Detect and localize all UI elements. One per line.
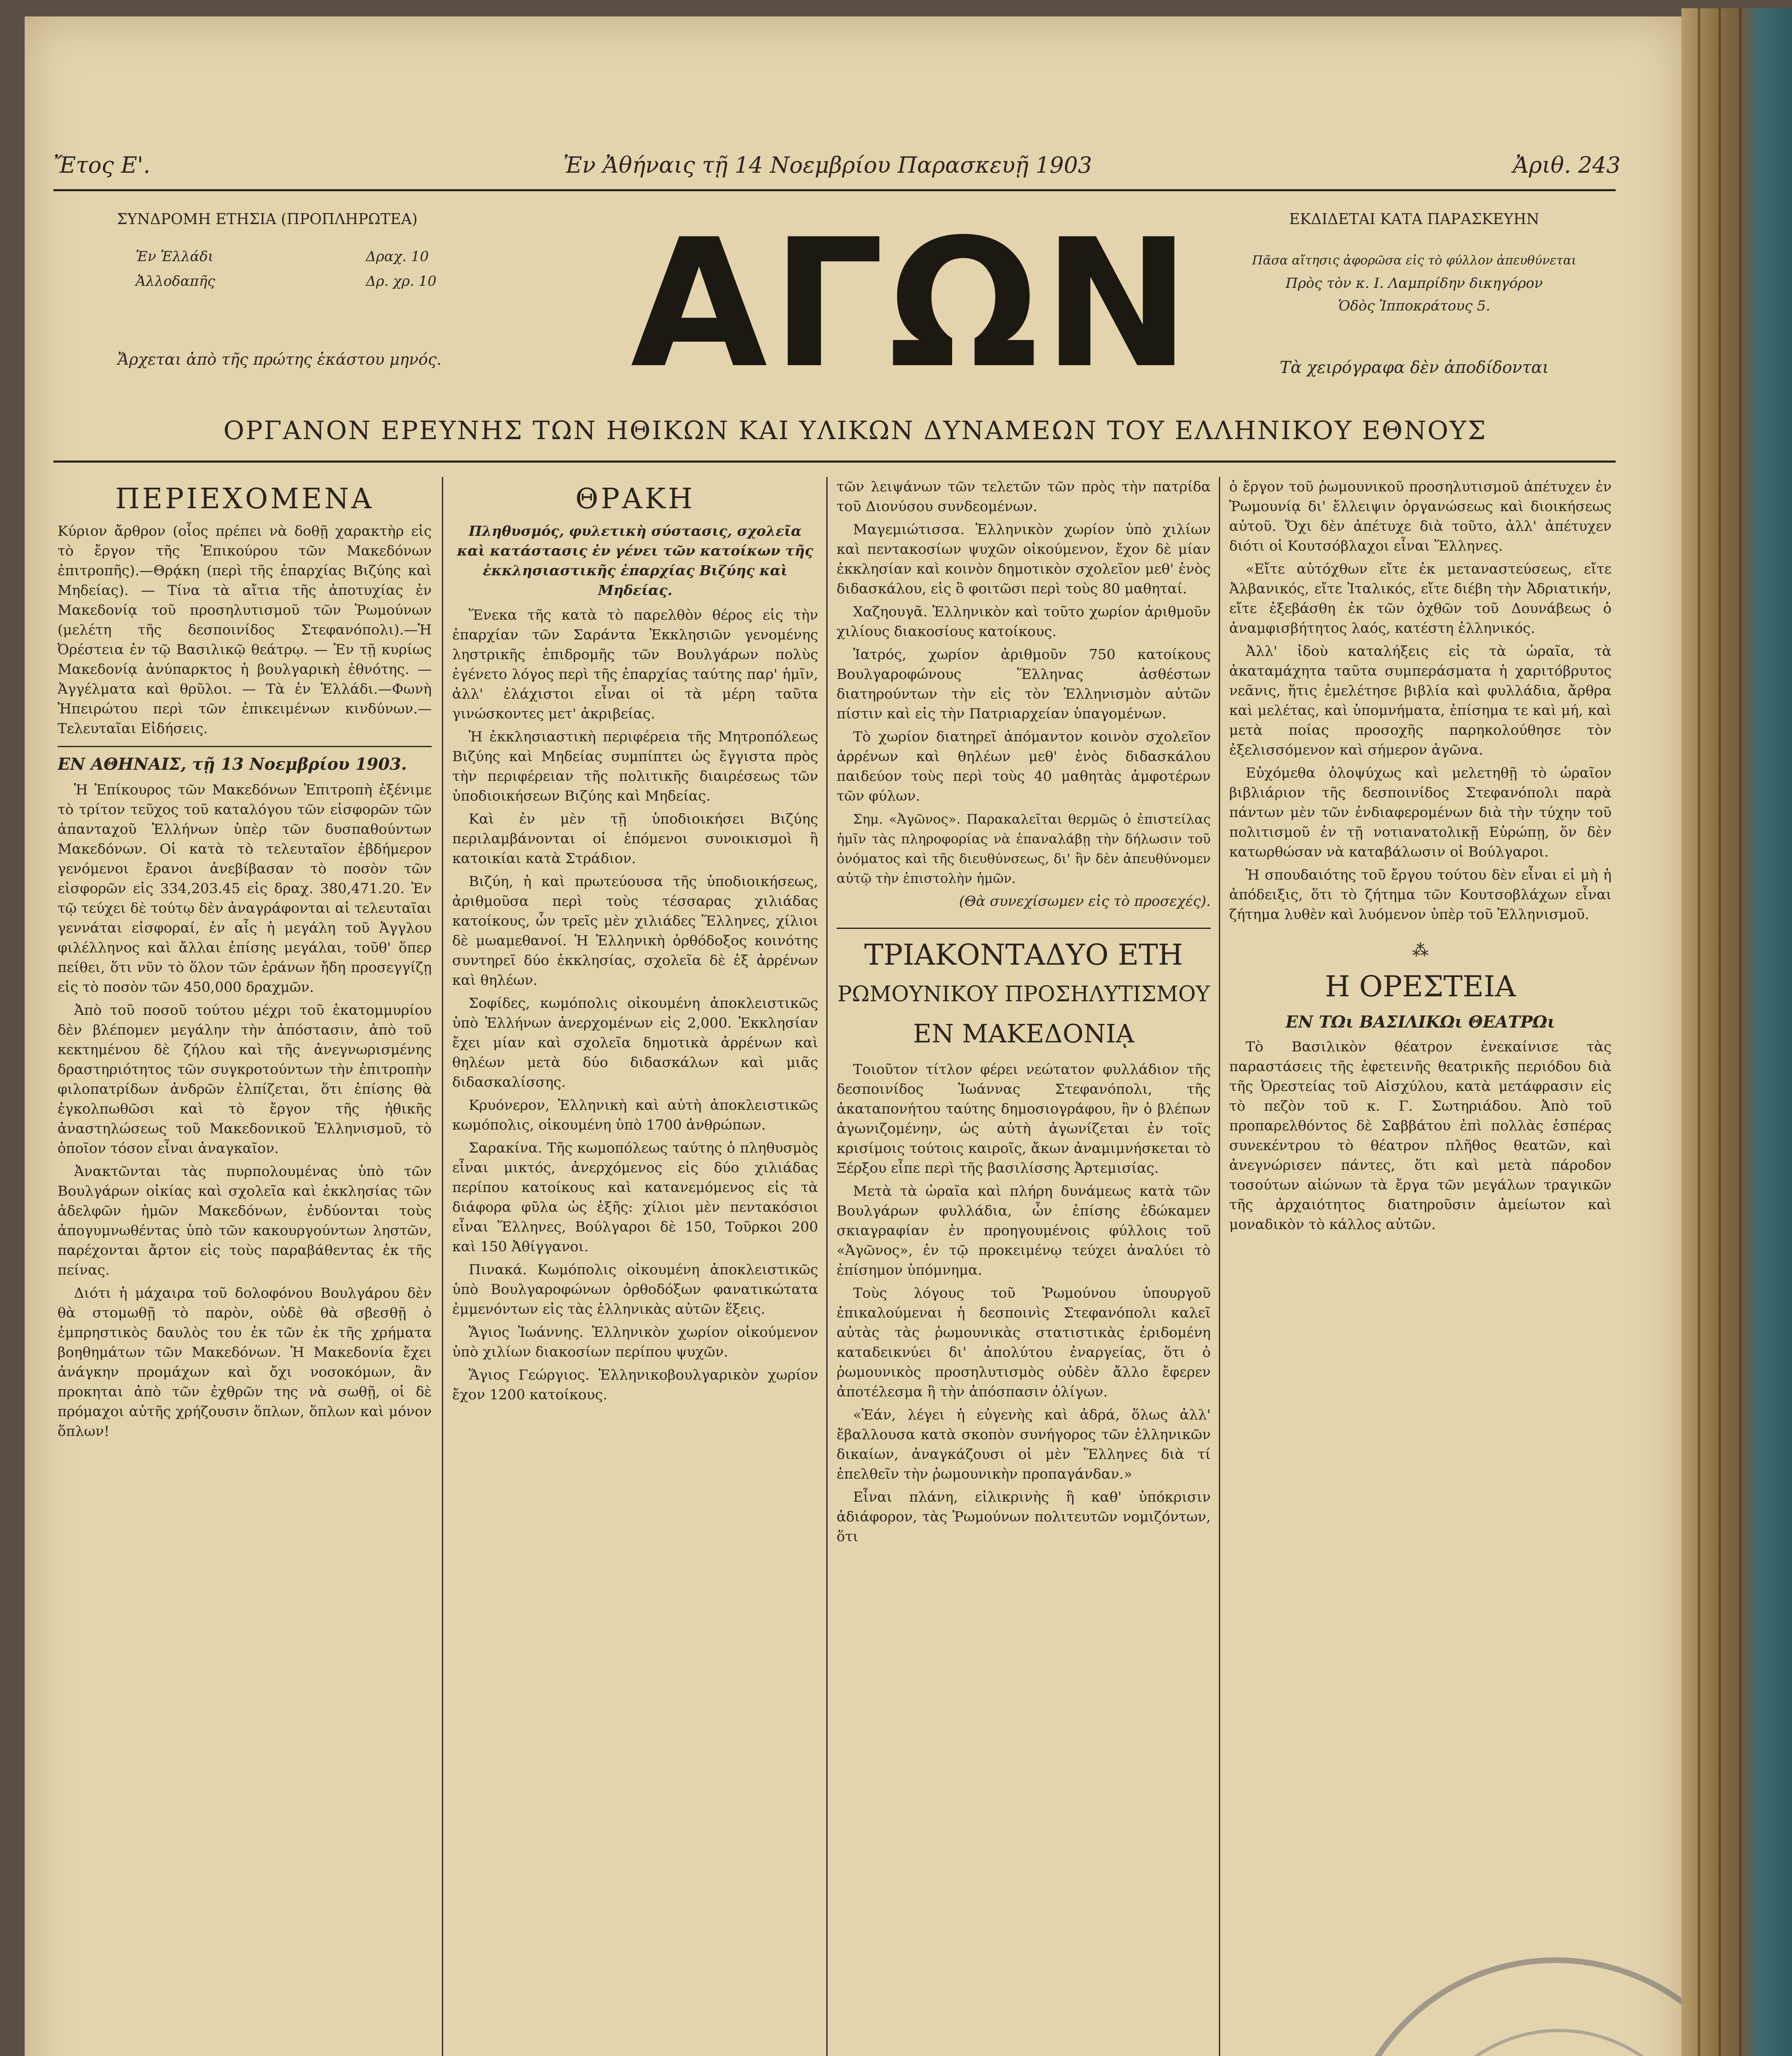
thrace-title: ΘΡΑΚΗ	[575, 483, 695, 515]
article-paragraph: Σαρακίνα. Τῆς κωμοπόλεως ταύτης ὁ πληθυσμὸς εἶναι μικτός, ἀνερχόμενος εἰς δύο χιλιάδας περίπου κατοίκους καὶ κατανεμόμενος εἰς τὰ διάφορα φῦλα ὡς ἑξῆς: χίλιοι μὲν πεντακόσιοι εἶναι Ἕλληνες, Βούλγαροι δὲ 150, Τοῦρκοι 200 καὶ 150 Ἀθίγγανοι.	[452, 1140, 818, 1255]
article-paragraph: Ἡ Ἐπίκουρος τῶν Μακεδόνων Ἐπιτροπὴ ἐξένιμε τὸ τρίτον τεῦχος τοῦ καταλόγου τῶν εἰσφορῶν τῶν ἁπανταχοῦ Ἑλλήνων ὑπὲρ τῶν δυσπαθούντων Μακεδόνων. Οἱ κατὰ τὸ τελευταῖον ἐβδήμερον γενόμενοι ἔρανοι ἀνεβίβασαν τὸ ποσὸν τῶν εἰσφορῶν εἰς 334,203.45 εἰς δραχ. 380,471.20. Ἐν τῷ τεύχει δὲ τούτῳ δὲν ἀναγράφονται αἱ τελευταῖαι γεννάται εἰσφοραί, ἐν αἷς ἡ μεγάλη τοῦ Ἀγγλου φιλέλληνος καὶ ἄλλαι ἐπίσης μεγάλαι, τοῦθ' ὅπερ πείθει, ὅτι νῦν τὸ ὅλον τῶν ἐράνων ἤδη προσεγγίζῃ εἰς τὸ ποσὸν τῶν 450,000 δραχμῶν.	[58, 782, 432, 996]
article-paragraph: Χαζηουγᾶ. Ἑλληνικὸν καὶ τοῦτο χωρίον ἀριθμοῦν χιλίους διακοσίους κατοίκους.	[837, 604, 1211, 640]
article-paragraph: Ἀλλ' ἰδοὺ καταλήξεις εἰς τὰ ὡραῖα, τὰ ἀκαταμάχητα ταῦτα συμπεράσματα ἡ χαριτόβρυτος νεᾶνις, ἥτις ἐμελέτησε βιβλία καὶ φυλλάδια, ἄρθρα καὶ μελέτας, καὶ ὑπομνήματα, ἐπίσημα τε καὶ μή, καὶ μετὰ ποίας προσοχῆς παρηκολούθησε τὸν ἐξελισσόμενον καὶ σήμερον ἀγῶνα.	[1229, 643, 1612, 758]
article-paragraph: Ἕνεκα τῆς κατὰ τὸ παρελθὸν θέρος εἰς τὴν ἐπαρχίαν τῶν Σαράντα Ἐκκλησιῶν γενομένης ληστρικῆς ἐπιδρομῆς τῶν Βουλγάρων πολὺς ἐγένετο λόγος περὶ τῆς ἐπαρχίας ταύτης παρ' ἡμῖν, ἀλλ' ἐλάχιστοι εἶναι οἱ τὰ μέρη ταῦτα γινώσκοντες μετ' ἀκριβείας.	[452, 607, 818, 722]
romanian-article-title-line3: ΕΝ ΜΑΚΕΔΟΝΙᾼ	[913, 1019, 1135, 1049]
thrace-subhead: Πληθυσμός, φυλετικὴ σύστασις, σχολεῖα καὶ κατάστασις ἐν γένει τῶν κατοίκων τῆς ἐκκλησιαστικῆς ἐπαρχίας Βιζύης καὶ Μηδείας.	[457, 523, 814, 599]
article-paragraph: Ἰατρός, χωρίον ἀριθμοῦν 750 κατοίκους Βουλγαροφώνους Ἕλληνας ἀσθέστων διατηρούντων τὴν εἰς τὸν Ἑλληνισμὸν αὐτῶν πίστιν καὶ εἰς τὴν Πατριαρχείαν ὑπαγομένων.	[837, 646, 1211, 722]
publication-line3: Ὁδὸς Ἱπποκράτους 5.	[1338, 298, 1491, 314]
contents-title: ΠΕΡΙΕΧΟΜΕΝΑ	[115, 483, 374, 515]
publication-title: ΕΚΔΙΔΕΤΑΙ ΚΑΤΑ ΠΑΡΑΣΚΕΥΗΝ	[1289, 211, 1540, 228]
article-paragraph: ὁ ἔργον τοῦ ῥωμουνικοῦ προσηλυτισμοῦ ἀπέτυχεν ἐν Ῥωμουνίᾳ δι' ἔλλειψιν ὀργανώσεως καὶ διοικήσεως αὐτοῦ. Ὄχι δὲν ἀπέτυχε διὰ τοῦτο, ἀλλ' ἀπέτυχεν διότι οἱ Κουτσόβλαχοι εἶναι Ἕλληνες.	[1229, 479, 1612, 554]
subscription-row2-label: Ἀλλοδαπῆς	[136, 273, 215, 289]
article-paragraph: Ἡ σπουδαιότης τοῦ ἔργου τούτου δὲν εἶναι εἰ μὴ ἡ ἀπόδειξις, ὅτι τὸ ζήτημα τῶν Κουτσοβλάχων εἶναι ζήτημα λυθὲν καὶ λυόμενον ὑπὲρ τοῦ Ἑλληνισμοῦ.	[1229, 867, 1612, 923]
article-paragraph: «Ἐάν, λέγει ἡ εὐγενὴς καὶ ἀδρά, ὅλως ἀλλ' ἔβαλλουσα κατὰ σκοπὸν συνήγορος τῶν ἑλληνικῶν δικαίων, ἀναγκάζουσι οἱ μὲν Ἕλληνες διὰ τί ἐπελθεῖν τὴν ῥωμουνικὴν προπαγάνδαν.»	[837, 1407, 1211, 1482]
article-paragraph: Ἅγιος Ἰωάννης. Ἑλληνικὸν χωρίον οἰκούμενον ὑπὸ χιλίων διακοσίων περίπου ψυχῶν.	[452, 1324, 818, 1360]
article-paragraph: Διότι ἡ μάχαιρα τοῦ δολοφόνου Βουλγάρου δὲν θὰ στομωθῇ τὸ παρὸν, οὐδὲ θὰ σβεσθῇ ὁ ἐμπρηστικὸς δαυλὸς του ἐκ τῶν ἐκ τῆς χρήματα βοηθημάτων τῶν Μακεδόνων. Ἡ Μακεδονία ἔχει ἀνάγκην προμάχων καὶ ὄχι νοσοκόμων, ἂν προκηται ἀπὸ τῶν ἐχθρῶν της νὰ σωθῇ, οἱ δὲ πρόμαχοι αὐτῆς χρήζουσιν ὅπλων, ὅπλων καὶ μόνον ὅπλων!	[58, 1285, 432, 1440]
editor-note: Σημ. «Ἀγῶνος». Παρακαλεῖται θερμῶς ὁ ἐπιστείλας ἡμῖν τὰς πληροφορίας νὰ ἐπαναλάβῃ τὴν δήλωσιν τοῦ ὀνόματος καὶ τῆς διευθύνσεως, δι' ἣν δὲν ἀπευθύνομεν αὐτῷ τὴν ἐπιστολὴν ἡμῶν.	[837, 811, 1211, 886]
section-rule	[837, 928, 1211, 929]
article-paragraph: Μετὰ τὰ ὡραῖα καὶ πλήρη δυνάμεως κατὰ τῶν Βουλγάρων φυλλάδια, ὧν ἐπίσης ἐδώκαμεν σκιαγραφίαν ἐν προηγουμένοις φύλλοις τοῦ «Ἀγῶνος», ἐν τῷ προκειμένῳ τεύχει ἀναλύει τὸ ἐπίσημον ὑπόμνημα.	[837, 1183, 1211, 1278]
article-paragraph: Βιζύη, ἡ καὶ πρωτεύουσα τῆς ὑποδιοικήσεως, ἀριθμοῦσα περὶ τοὺς τέσσαρας χιλιάδας κατοίκους, ὧν τρεῖς μὲν χιλιάδες Ἕλληνες, χίλιοι δὲ μωαμεθανοί. Ἡ Ἑλληνικὴ ὀρθόδοξος κοινότης συντηρεῖ δύο ἐκκλησίας, σχολεῖα δὲ ἐξ ἀρρένων καὶ θηλέων.	[452, 873, 818, 989]
article-paragraph: τῶν λειψάνων τῶν τελετῶν τῶν πρὸς τὴν πατρίδα τοῦ Διονύσου συνδεομένων.	[837, 479, 1211, 515]
masthead-title: ΑΓΩΝ	[630, 201, 1195, 407]
article-paragraph: «Εἴτε αὐτόχθων εἴτε ἐκ μεταναστεύσεως, εἴτε Ἀλβανικός, εἴτε Ἰταλικός, εἴτε διέβη τὴν Ἀδριατικήν, εἴτε ἐξεβάσθη ἐκ τῶν ὀχθῶν τοῦ Δουνάβεως ὁ ἀναμφισβήτητος λαός, κατέστη ἑλληνικός.	[1229, 561, 1612, 637]
section-rule	[58, 746, 432, 747]
column-4	[1229, 477, 1612, 2056]
article-paragraph: Σοφίδες, κωμόπολις οἰκουμένη ἀποκλειστικῶς ὑπὸ Ἑλλήνων ἀνερχομένων εἰς 2,000. Ἐκκλησίαν ἔχει μίαν καὶ σχολεῖα δημοτικὰ ἀρρένων καὶ θηλέων μετὰ δύο διδασκάλων καὶ μιᾶς διδασκαλίσσης.	[452, 995, 818, 1091]
column-2	[452, 477, 818, 2056]
oresteia-subtitle: ΕΝ ΤΩι ΒΑΣΙΛΙΚΩι ΘΕΑΤΡΩι	[1285, 1012, 1556, 1032]
article-paragraph: Ἀνακτῶνται τὰς πυρπολουμένας ὑπὸ τῶν Βουλγάρων οἰκίας καὶ σχολεῖα καὶ ἐκκλησίας τῶν ἀδελφῶν ἡμῶν Μακεδόνων, ἐνδύονται τοὺς ἀπογυμνωθέντας ὑπὸ τῶν κακουργούντων ληστῶν, παρέχονται ἄρτον εἰς τοὺς παραβάθεντας ἐκ τῆς πείνας.	[58, 1163, 432, 1278]
oresteia-title: Η ΟΡΕΣΤΕΙΑ	[1325, 970, 1516, 1003]
article-paragraph: Ἅγιος Γεώργιος. Ἑλληνικοβουλγαρικὸν χωρίον ἔχον 1200 κατοίκους.	[452, 1367, 818, 1403]
column-divider	[442, 477, 443, 2056]
subscription-row2-value: Δρ. χρ. 10	[366, 273, 437, 289]
subtitle-rule	[53, 461, 1616, 463]
article-paragraph: Πινακά. Κωμόπολις οἰκουμένη ἀποκλειστικῶς ὑπὸ Βουλγαροφώνων ὀρθοδόξων φανατικώτατα ἐμμενόντων εἰς τὰς ἑλληνικὰς αὐτῶν ἕξεις.	[452, 1262, 818, 1317]
article-paragraph: Τὸ Βασιλικὸν θέατρον ἐνεκαίνισε τὰς παραστάσεις τῆς ἐφετεινῆς θεατρικῆς περιόδου διὰ τῆς Ὀρεστείας τοῦ Αἰσχύλου, κατὰ μετάφρασιν εἰς τὸ πεζὸν τοῦ κ. Γ. Σωτηριάδου. Ἀπὸ τοῦ προπαρελθόντος δὲ Σαββάτου ἐπὶ πολλὰς ἑσπέρας συνεκέντρου τὸ θέατρον πλῆθος θεατῶν, καὶ ἀνεγνώρισεν πάντες, ὅτι καὶ μετὰ πάροδον τοσούτων αἰώνων τὰ ἔργα τῶν μεγάλων τραγικῶν τῆς ἀρχαιότητος διατηροῦσιν ἀμείωτον καὶ μοναδικὸν τὸ κάλλος αὐτῶν.	[1229, 1039, 1612, 1233]
article-paragraph: Εἶναι πλάνη, εἰλικρινὴς ἢ καθ' ὑπόκρισιν ἀδιάφορον, τὰς Ῥωμούνων πολιτευτῶν νομιζόντων, ὅτι	[837, 1489, 1211, 1545]
publication-line1: Πᾶσα αἴτησις ἀφορῶσα εἰς τὸ φύλλον ἀπευθύνεται	[1252, 253, 1577, 268]
publication-note: Τὰ χειρόγραφα δὲν ἀποδίδονται	[1279, 358, 1549, 377]
article-paragraph: Τὸ χωρίον διατηρεῖ ἀπόμαντον κοινὸν σχολεῖον ἀρρένων καὶ θηλέων μεθ' ἑνὸς διδασκάλου παιδεύον τοὺς περὶ τοὺς 40 μαθητὰς ἀμφοτέρων τῶν φύλων.	[837, 729, 1211, 804]
subscription-row1-label: Ἐν Ἑλλάδι	[136, 248, 213, 265]
romanian-article-title-line1: ΤΡΙΑΚΟΝΤΑΔΥΟ ΕΤΗ	[864, 938, 1183, 972]
book-spine	[1681, 8, 1792, 2056]
contents-text: Κύριον ἄρθρον (οἷος πρέπει νὰ δοθῇ χαρακτὴρ εἰς τὸ ἔργον τῆς Ἐπικούρου τῶν Μακεδόνων ἐπιτροπῆς).—Θρᾴκη (περὶ τῆς ἐπαρχίας Βιζύης καὶ Μηδείας). — Τίνα τὰ αἴτια τῆς ἀποτυχίας ἐν Μακεδονίᾳ τοῦ προσηλυτισμοῦ τῶν Ῥωμούνων (μελέτη τῆς δεσποινίδος Στεφανόπολι).—Ἡ Ὀρέστεια ἐν τῷ Βασιλικῷ θεάτρῳ. — Ἐν τῇ κυρίως Μακεδονίᾳ ἀνύπαρκτος ἡ βουλγαρικὴ ἐθνότης. — Ἀγγέλματα καὶ θρῦλοι. — Τὰ ἐν Ἑλλάδι.—Φωνὴ Ἠπειρώτου περὶ τῶν ἐπικειμένων κινδύνων.—Τελευταῖαι Εἰδήσεις.	[58, 523, 432, 737]
article-paragraph: Τοὺς λόγους τοῦ Ῥωμούνου ὑπουργοῦ ἐπικαλούμεναι ἡ δεσποινὶς Στεφανόπολι καλεῖ αὐτὰς τὰς ῥωμουνικὰς στατιστικὰς ἐριδομένη καταδεικνύει δι' ἀπολύτου ἐναργείας, ὅτι ὁ ῥωμουνικὸς προσηλυτισμὸς οὐδὲν ἄλλο ἔφερεν ἀποτέλεσμα ἢ τὴν ἀπόσπασιν ὀλίγων.	[837, 1285, 1211, 1400]
publication-line2: Πρὸς τὸν κ. Ι. Λαμπρίδην δικηγόρον	[1286, 275, 1543, 292]
newspaper-page	[25, 16, 1681, 2056]
subscription-title: ΣΥΝΔΡΟΜΗ ΕΤΗΣΙΑ (ΠΡΟΠΛΗΡΩΤΕΑ)	[117, 211, 418, 228]
issue-dateline: Ἐν Ἀθήναις τῇ 14 Νοεμβρίου Παρασκευῇ 1903	[563, 152, 1092, 178]
issue-number: Ἀριθ. 243	[1513, 152, 1621, 178]
article-paragraph: Τοιοῦτον τίτλον φέρει νεώτατον φυλλάδιον τῆς δεσποινίδος Ἰωάννας Στεφανόπολι, τῆς ἀκαταπονήτου ταύτης δημοσιογράφου, ἣν ὁ βλέπων ἀγωνιζομένην, ὡς αὐτὴ ἀγωνίζεται ἐν τοῖς κρισίμοις τούτοις καιροῖς, ἄκων ἀναμιμνήσκεται τὸ Ξέρξου εἶπε περὶ τῆς βασιλίσσης Ἀρτεμισίας.	[837, 1061, 1211, 1176]
article-paragraph: Μαγεμιώτισσα. Ἑλληνικὸν χωρίον ὑπὸ χιλίων καὶ πεντακοσίων ψυχῶν οἰκούμενον, ἔχον δὲ μίαν ἐκκλησίαν καὶ κοινὸν δημοτικὸν σχολεῖον μεθ' ἑνὸς διδασκάλου, εἰς ὃ φοιτῶσι περὶ τοὺς 80 μαθηταί.	[837, 521, 1211, 597]
header-rule	[53, 189, 1616, 191]
column-1	[58, 477, 432, 2056]
column-3	[837, 477, 1211, 2056]
newspaper-subtitle: ΟΡΓΑΝΟΝ ΕΡΕΥΝΗΣ ΤΩΝ ΗΘΙΚΩΝ ΚΑΙ ΥΛΙΚΩΝ ΔΥΝΑΜΕΩΝ ΤΟΥ ΕΛΛΗΝΙΚΟΥ ΕΘΝΟΥΣ	[223, 415, 1487, 445]
article-paragraph: Ἡ ἐκκλησιαστικὴ περιφέρεια τῆς Μητροπόλεως Βιζύης καὶ Μηδείας συμπίπτει ὡς ἔγγιστα πρὸς τὴν περιφέρειαν τῆς πολιτικῆς διαιρέσεως τῶν ὑποδιοικήσεων Βιζύης καὶ Μηδείας.	[452, 729, 818, 804]
article-paragraph: Κρυόνερον, Ἑλληνικὴ καὶ αὐτὴ ἀποκλειστικῶς κωμόπολις, οἰκουμένη ὑπὸ 1700 ἀνθρώπων.	[452, 1097, 818, 1133]
subscription-row1-value: Δραχ. 10	[366, 248, 429, 265]
column-divider	[1219, 477, 1220, 2056]
subscription-note: Ἄρχεται ἀπὸ τῆς πρώτης ἑκάστου μηνός.	[117, 350, 442, 368]
section-ornament: ⁂	[1412, 941, 1429, 960]
romanian-article-title-line2: ΡΩΜΟΥΝΙΚΟΥ ΠΡΟΣΗΛΥΤΙΣΜΟΥ	[837, 982, 1210, 1007]
article-paragraph: Εὐχόμεθα ὁλοψύχως καὶ μελετηθῇ τὸ ὡραῖον βιβλιάριον τῆς δεσποινίδος Στεφανόπολι παρὰ πάντων μὲν τῶν ἐνδιαφερομένων διὰ τὴν τύχην τοῦ πολιτισμοῦ ἐν τῇ νοτιανατολικῇ Εὐρώπῃ, ὅν δὲν κατωρθώσαν νὰ καταβάλωσιν οἱ Βούλγαροι.	[1229, 765, 1612, 860]
article-dateline: ΕΝ ΑΘΗΝΑΙΣ, τῇ 13 Νοεμβρίου 1903.	[58, 755, 407, 774]
year-label: Ἔτος Ε'.	[53, 152, 150, 178]
article-paragraph: Καὶ ἐν μὲν τῇ ὑποδιοικήσει Βιζύης περιλαμβάνονται οἱ ἑπόμενοι συνοικισμοὶ ἢ κατοικίαι κατὰ Στράδιον.	[452, 811, 818, 867]
article-paragraph: Ἀπὸ τοῦ ποσοῦ τούτου μέχρι τοῦ ἑκατομμυρίου δὲν βλέπομεν μεγάλην τὴν ἀπόστασιν, ἀπὸ τοῦ κεκτημένου δὲ ζήλου καὶ τῆς ἀνεγνωρισμένης δραστηριότητος τῶν συγκροτούντων τὴν ἐπιτροπὴν φιλοπατρίδων ἀνδρῶν ἐλπίζεται, ὅτι ἐπίσης θὰ ἐγκολπωθῶσι καὶ τὸ ἔργον τῆς ἠθικῆς ἀναστηλώσεως τοῦ Μακεδονικοῦ Ἑλληνισμοῦ, τὸ ὁποῖον τόσον εἶναι ἀναγκαῖον.	[58, 1002, 432, 1157]
continued-note: (Θὰ συνεχίσωμεν εἰς τὸ προσεχές).	[959, 893, 1211, 910]
column-divider	[826, 477, 828, 2056]
